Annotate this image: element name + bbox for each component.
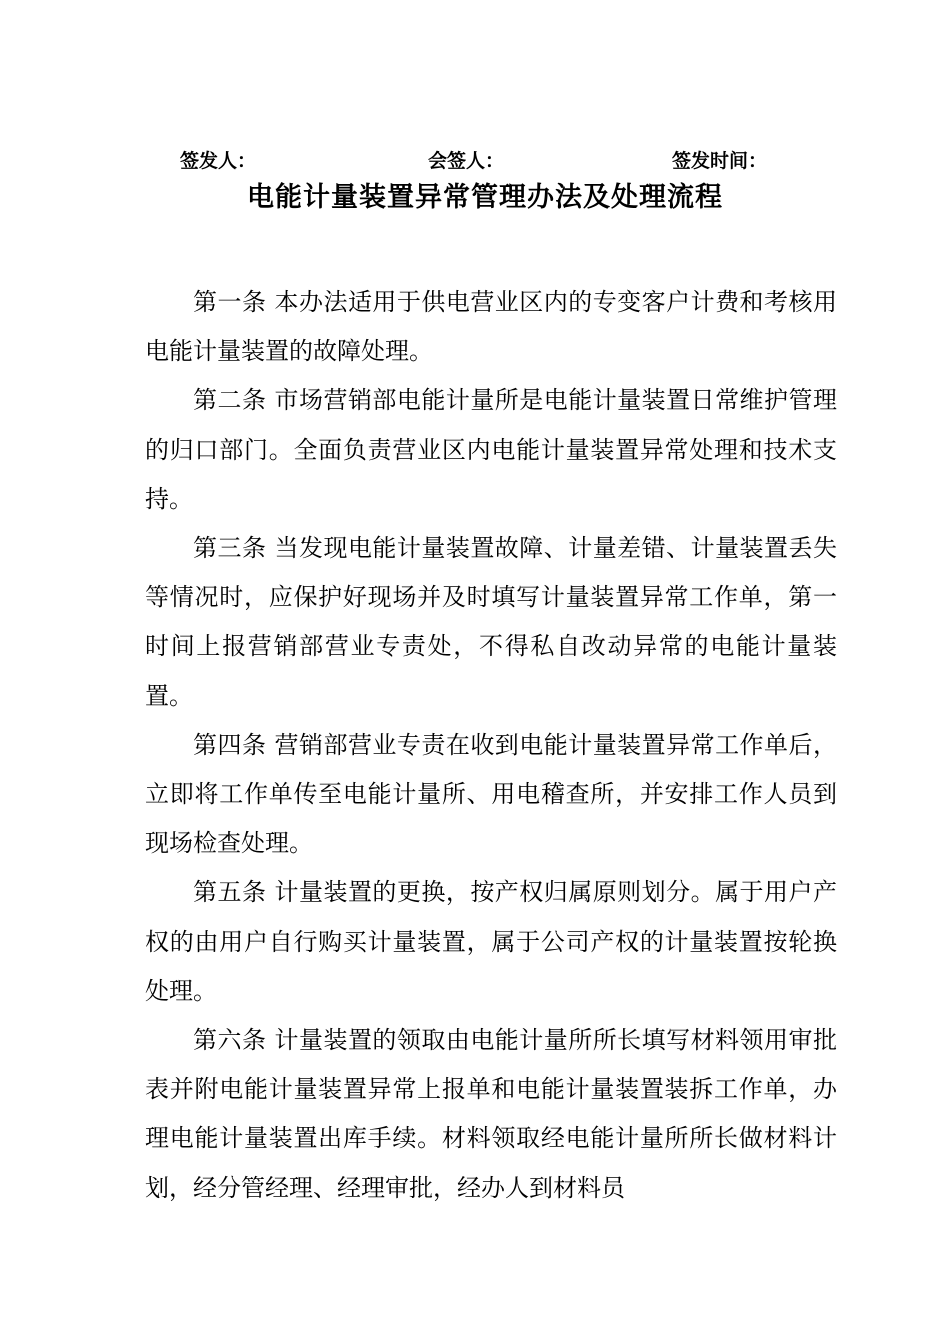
sign-time-label: 签发时间：: [672, 150, 768, 172]
article-1: 第一条 本办法适用于供电营业区内的专变客户计费和考核用电能计量装置的故障处理。: [145, 288, 837, 366]
article-3: 第三条 当发现电能计量装置故障、计量差错、计量装置丢失等情况时，应保护好现场并及时填写计量装置异常工作单，第一时间上报营销部营业专责处，不得私自改动异常的电能计量装置。: [145, 534, 837, 710]
article-2: 第二条 市场营销部电能计量所是电能计量装置日常维护管理的归口部门。全面负责营业区内电能计量装置异常处理和技术支持。: [145, 386, 837, 513]
document-body: [145, 278, 837, 1213]
document-title: 电能计量装置异常管理办法及处理流程: [247, 182, 723, 213]
article-6: 第六条 计量装置的领取由电能计量所所长填写材料领用审批表并附电能计量装置异常上报单和电能计量装置装拆工作单，办理电能计量装置出库手续。材料领取经电能计量所所长做材料计划，经分管经理、经理审批，经办人到材料员: [145, 1026, 837, 1202]
article-4: 第四条 营销部营业专责在收到电能计量装置异常工作单后，立即将工作单传至电能计量所、用电稽查所，并安排工作人员到现场检查处理。: [145, 730, 837, 858]
article-5: 第五条 计量装置的更换，按产权归属原则划分。属于用户产权的由用户自行购买计量装置，属于公司产权的计量装置按轮换处理。: [145, 878, 837, 1005]
signer-label: 签发人：: [180, 150, 257, 172]
signature-row: [0, 147, 950, 175]
cosigner-label: 会签人：: [428, 150, 505, 172]
